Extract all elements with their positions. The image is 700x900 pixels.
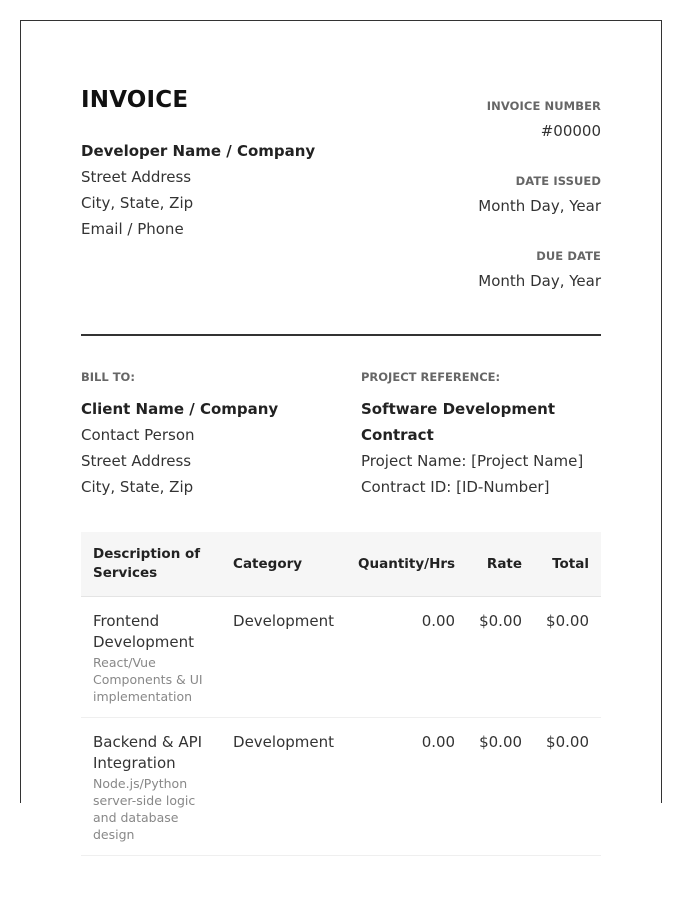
invoice-meta (341, 99, 601, 324)
project-name: Project Name: [Project Name] (361, 452, 584, 470)
service-title: Frontend Development (93, 612, 194, 651)
table-row (81, 718, 601, 856)
client-city: City, State, Zip (81, 478, 194, 496)
client-contact: Contact Person (81, 426, 195, 444)
header-total: Total (534, 532, 601, 597)
invoice-page (20, 20, 662, 842)
date-issued-label: DATE ISSUED (515, 174, 601, 188)
service-title: Backend & API Integration (93, 733, 203, 772)
client-street: Street Address (81, 452, 192, 470)
service-total: $0.00 (534, 597, 601, 718)
header-quantity: Quantity/Hrs (346, 532, 467, 597)
service-rate: $0.00 (467, 718, 534, 856)
header-category: Category (221, 532, 346, 597)
service-rate: $0.00 (467, 597, 534, 718)
table-header-row (81, 532, 601, 597)
invoice-number-label: INVOICE NUMBER (486, 99, 601, 113)
date-issued-value: Month Day, Year (478, 197, 601, 215)
header-divider (81, 334, 601, 336)
header-description: Description of Services (81, 532, 221, 597)
date-issued-group (341, 174, 601, 249)
header-rate: Rate (467, 532, 534, 597)
service-description-cell (81, 597, 221, 718)
sender-contact: Email / Phone (81, 220, 184, 238)
services-table (81, 532, 601, 856)
project-reference-block (361, 370, 621, 500)
service-detail: Node.js/Python server-side logic and database design (93, 776, 196, 842)
service-category: Development (221, 597, 346, 718)
sender-city: City, State, Zip (81, 194, 194, 212)
service-quantity: 0.00 (346, 718, 467, 856)
service-description-cell (81, 718, 221, 856)
bill-to-label: BILL TO: (81, 370, 135, 384)
service-quantity: 0.00 (346, 597, 467, 718)
project-reference-label: PROJECT REFERENCE: (361, 370, 501, 384)
contract-id: Contract ID: [ID-Number] (361, 478, 550, 496)
sender-name: Developer Name / Company (81, 142, 316, 160)
invoice-number-group (341, 99, 601, 174)
service-total: $0.00 (534, 718, 601, 856)
bill-to-block (81, 370, 341, 500)
invoice-title: INVOICE (81, 87, 189, 113)
service-detail: React/Vue Components & UI implementation (93, 655, 203, 704)
due-date-label: DUE DATE (536, 249, 601, 263)
service-category: Development (221, 718, 346, 856)
sender-address-block (81, 138, 315, 242)
sender-street: Street Address (81, 168, 192, 186)
client-name: Client Name / Company (81, 400, 279, 418)
invoice-number-value: #00000 (540, 122, 601, 140)
project-title: Software Development Contract (361, 400, 555, 444)
table-row (81, 597, 601, 718)
due-date-group (341, 249, 601, 324)
due-date-value: Month Day, Year (478, 272, 601, 290)
